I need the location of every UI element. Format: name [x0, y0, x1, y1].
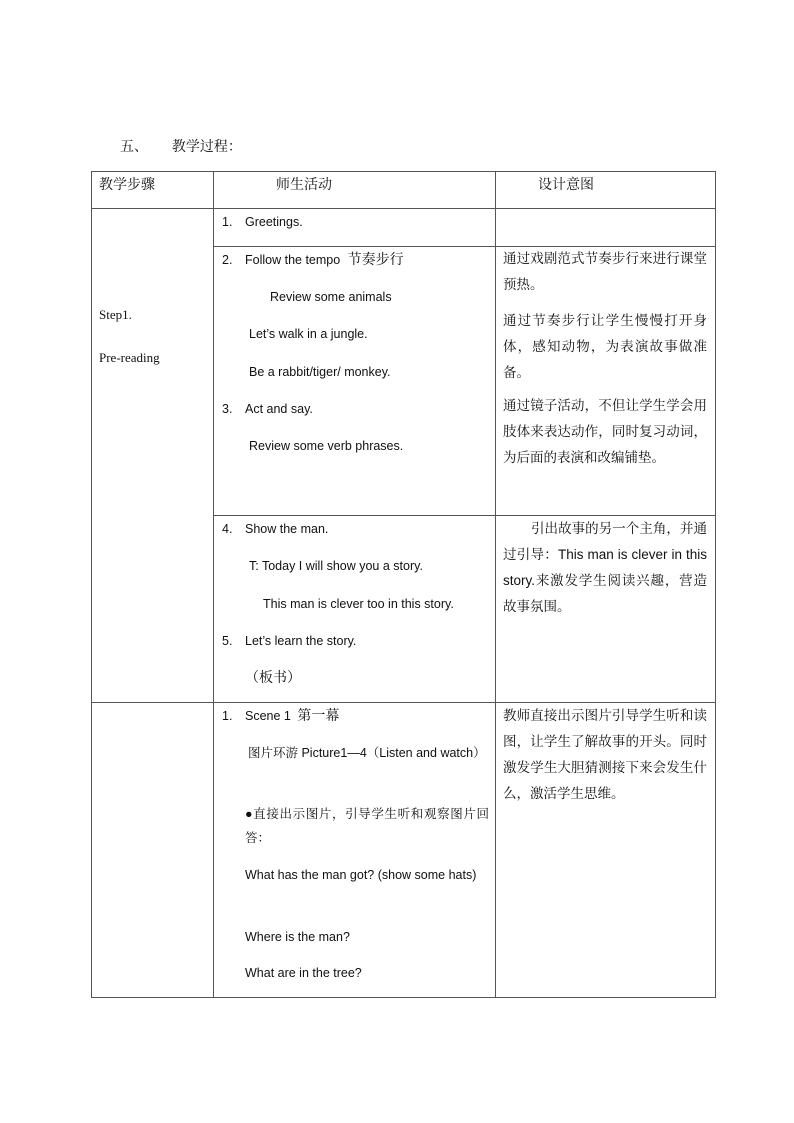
- activity-act-say: Act and say.: [245, 402, 313, 416]
- section-number: 五、: [120, 138, 148, 154]
- activity-review-animals: Review some animals: [270, 290, 392, 304]
- activity-review-verbs: Review some verb phrases.: [249, 439, 404, 453]
- activity-walk-jungle: Let’s walk in a jungle.: [249, 327, 368, 341]
- header-intent: 设计意图: [538, 176, 594, 192]
- activity-greetings: Greetings.: [245, 215, 303, 229]
- question-what-has-man: What has the man got? (show some hats): [245, 868, 477, 882]
- intent-mirror-activity: 通过镜子活动，不但让学生学会用肢体来表达动作，同时复习动词，为后面的表演和改编铺垫。: [503, 398, 707, 465]
- table-border: [91, 171, 92, 998]
- step-name: Step1.: [99, 307, 132, 322]
- intent-warmup: 通过戏剧范式节奏步行来进行课堂预热。: [503, 251, 707, 292]
- intent-picture-reading: 教师直接出示图片引导学生听和读图，让学生了解故事的开头。同时激发学生大胆猜测接下来会发生什么，激活学生思维。: [503, 708, 707, 801]
- item-number: 3.: [222, 402, 233, 416]
- scene-cn: 第一幕: [297, 707, 340, 723]
- activity-follow-tempo: [245, 251, 404, 268]
- activity-show-man: Show the man.: [245, 522, 329, 536]
- intent-introduce-character: 引出故事的另一个主角，并通过引导：This man is clever in this story.来激发学生阅读兴趣，营造故事氛围。: [503, 521, 707, 614]
- activity-bullet-instruction: ●直接出示图片，引导学生听和观察图片回答：: [245, 807, 489, 845]
- item-number: 1.: [222, 709, 233, 723]
- header-activity: 师生活动: [276, 176, 332, 192]
- table-border: [495, 171, 496, 998]
- activity-be-animal: Be a rabbit/tiger/ monkey.: [249, 365, 391, 379]
- header-step: 教学步骤: [99, 176, 155, 192]
- activity-blackboard: （板书）: [245, 669, 301, 685]
- table-border: [91, 997, 716, 998]
- question-where-man: Where is the man?: [245, 930, 350, 944]
- table-border: [213, 171, 214, 998]
- item-number: 1.: [222, 215, 233, 229]
- table-border: [91, 208, 716, 209]
- question-what-in-tree: What are in the tree?: [245, 966, 362, 980]
- activity-man-clever: This man is clever too in this story.: [263, 597, 454, 611]
- step-phase: Pre-reading: [99, 350, 160, 365]
- activity-today-story: T: Today I will show you a story.: [249, 559, 423, 573]
- table-border: [715, 171, 716, 998]
- table-border: [91, 171, 716, 172]
- intent-rhythm-walk: 通过节奏步行让学生慢慢打开身体，感知动物，为表演故事做准备。: [503, 313, 707, 380]
- section-title: 教学过程：: [171, 138, 242, 154]
- follow-tempo-cn: 节奏步行: [347, 251, 404, 267]
- section-heading: [120, 136, 242, 156]
- item-number: 5.: [222, 634, 233, 648]
- activity-learn-story: Let’s learn the story.: [245, 634, 357, 648]
- item-number: 2.: [222, 253, 233, 267]
- follow-tempo-en: Follow the tempo: [245, 253, 341, 267]
- activity-scene: [245, 707, 339, 724]
- scene-en: Scene 1: [245, 709, 291, 723]
- item-number: 4.: [222, 522, 233, 536]
- activity-picture-walk: 图片环游 Picture1—4（Listen and watch）: [248, 746, 486, 760]
